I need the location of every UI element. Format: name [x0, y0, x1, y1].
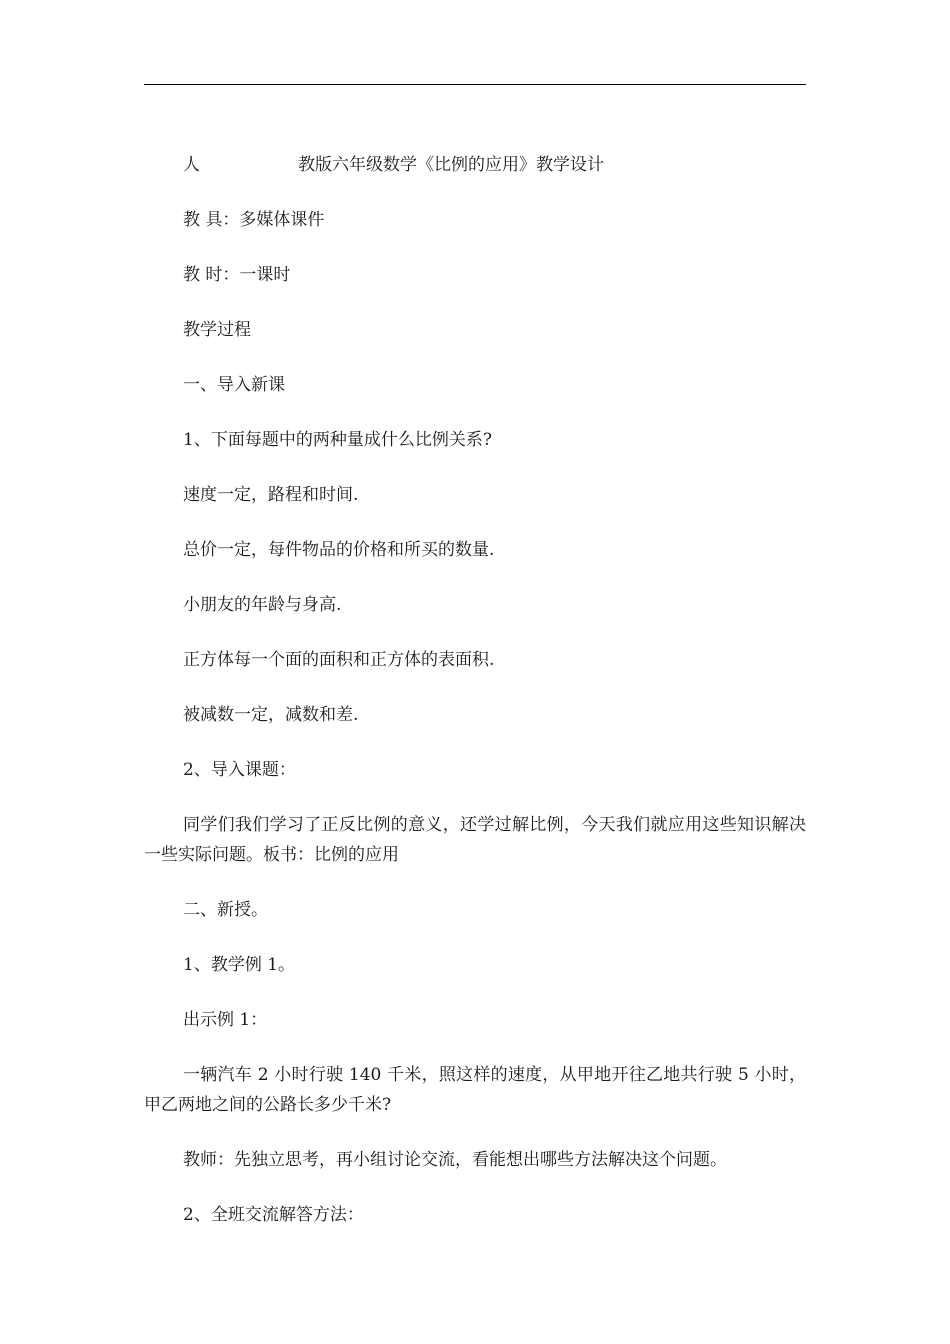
paragraph-question-1: 1、下面每题中的两种量成什么比例关系?	[183, 430, 492, 450]
paragraph-teacher-note: 教师：先独立思考，再小组讨论交流，看能想出哪些方法解决这个问题。	[183, 1150, 727, 1170]
section-heading-process: 教学过程	[183, 320, 251, 340]
paragraph-example-1-teach: 1、教学例 1。	[183, 955, 296, 975]
paragraph-class-hours: 教 时：一课时	[183, 265, 291, 285]
paragraph-item-cube: 正方体每一个面的面积和正方体的表面积.	[183, 650, 495, 670]
title-main: 教版六年级数学《比例的应用》教学设计	[298, 155, 604, 175]
paragraph-item-price: 总价一定，每件物品的价格和所买的数量.	[183, 540, 495, 560]
document-title	[144, 150, 806, 180]
paragraph-example-1-show: 出示例 1：	[183, 1010, 268, 1030]
paragraph-item-age: 小朋友的年龄与身高.	[183, 595, 342, 615]
section-heading-new: 二、新授。	[183, 900, 268, 920]
paragraph-example-1-problem: 一辆汽车 2 小时行驶 140 千米，照这样的速度，从甲地开往乙地共行驶 5 小时，甲乙两地之间的公路长多少千米?	[144, 1065, 806, 1115]
paragraph-teaching-tools: 教 具：多媒体课件	[183, 210, 325, 230]
paragraph-item-speed: 速度一定，路程和时间.	[183, 485, 359, 505]
paragraph-import-topic: 2、导入课题：	[183, 760, 296, 780]
paragraph-item-minuend: 被减数一定，减数和差.	[183, 705, 359, 725]
section-heading-intro: 一、导入新课	[183, 375, 285, 395]
paragraph-topic-intro: 同学们我们学习了正反比例的意义，还学过解比例，今天我们就应用这些知识解决一些实际问题。板书：比例的应用	[144, 815, 806, 865]
header-rule	[144, 84, 806, 85]
document-body	[144, 150, 806, 1230]
paragraph-class-discussion: 2、全班交流解答方法：	[183, 1205, 364, 1225]
title-prefix: 人	[183, 155, 200, 175]
